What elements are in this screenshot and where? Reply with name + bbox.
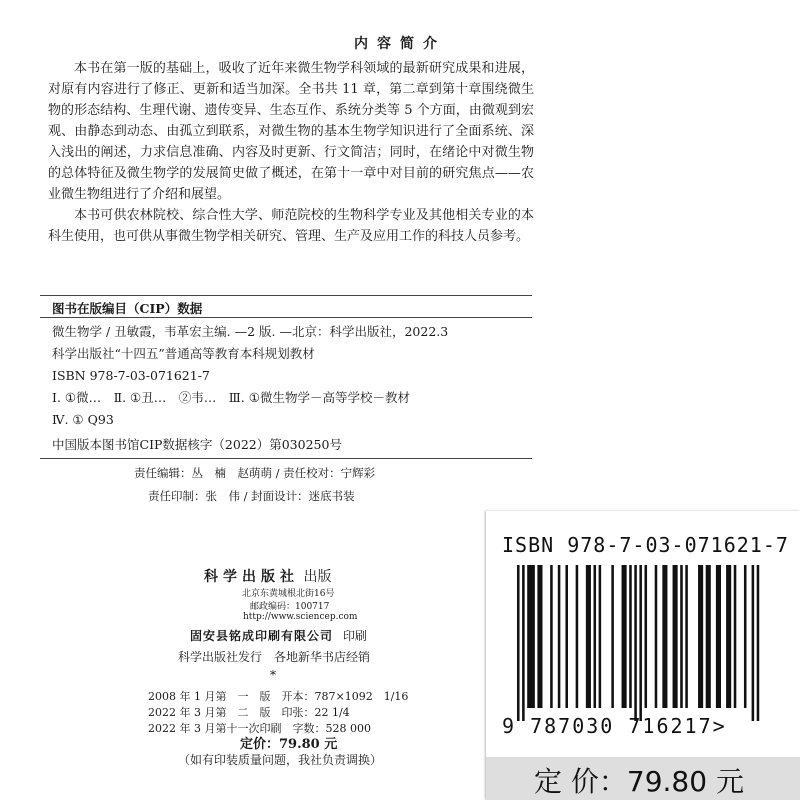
cip-line-3: ISBN 978-7-03-071621-7: [52, 368, 210, 383]
barcode-bar: [645, 565, 648, 708]
barcode-guard-bar: [752, 565, 755, 721]
barcode-bar: [550, 565, 553, 708]
publisher-address: 北京东黄城根北街16号: [242, 589, 335, 599]
barcode-bar: [537, 565, 542, 708]
barcode-bar: [594, 565, 597, 708]
summary-heading: 内容简介: [354, 36, 446, 52]
barcode-bar: [558, 565, 561, 708]
barcode-bar: [622, 565, 627, 708]
barcode-guard-bar: [517, 565, 520, 721]
quality-notice: （如有印装质量问题，我社负责调换）: [178, 753, 383, 767]
barcode-bar: [698, 565, 703, 708]
barcode-bar: [576, 565, 579, 708]
barcode-guard-bar: [639, 565, 642, 721]
barcode-bar: [744, 565, 747, 708]
summary-paragraph-2: 本书可供农林院校、综合性大学、师范院校的生物科学专业及其他相关专业的本科生使用，也可供从事微生物学相关研究、管理、生产及应用工作的科技人员参考。: [48, 208, 534, 244]
barcode-bar: [680, 565, 683, 708]
barcode-bar: [673, 565, 678, 708]
cip-line-1: 微生物学 / 丑敏霞，韦革宏主编. —2 版. —北京：科学出版社，2022.3: [52, 324, 449, 339]
summary-paragraph-1: 本书在第一版的基础上，吸收了近年来微生物学科领域的最新研究成果和进展，对原有内容进行了修正、更新和适当加深。全书共 11 章，第二章到第十章围绕微生物的形态结构、生理代谢、遗传变异、生态互作、系统分类等 5 个方面，由微观到宏观、由静态到动态、由孤立到联系，对微生物的基本生物学知识进行了全面系统、深入浅出的阐述，力求信息准确、内容及时更新、行文简洁；同时，在绪论中对微生物的总体特征及微生物学的发展简史做了概述，在第十一章中对目前的研究焦点——农业微生物组进行了介绍和展望。: [48, 61, 534, 202]
barcode-bar: [527, 565, 535, 708]
edition-line-1: 2008 年 1 月第 一 版 开本：787×1092 1/16: [148, 690, 409, 703]
distribution-line: 科学出版社发行 各地新华书店经销: [178, 650, 371, 664]
printer-name: 固安县铭成印刷有限公司: [190, 629, 334, 643]
cip-line-6: 中国版本图书馆CIP数据核字（2022）第030250号: [52, 437, 342, 452]
barcode-bar: [734, 565, 737, 708]
publisher-name: 科学出版社: [204, 569, 299, 585]
barcode-bar: [685, 565, 688, 708]
barcode-arrow: >: [712, 714, 727, 738]
barcode-bar: [662, 565, 667, 708]
printer-action: 印刷: [342, 629, 367, 643]
publisher-action: 出版: [303, 569, 332, 585]
barcode-bar: [716, 565, 721, 708]
barcode-bar: [611, 565, 614, 708]
barcode-bar: [629, 565, 632, 708]
cip-line-5: Ⅳ. ① Q93: [52, 412, 114, 427]
barcode-bar: [726, 565, 731, 708]
cip-line-2: 科学出版社“十四五”普通高等教育本科规划教材: [52, 346, 315, 361]
edition-line-3: 2022 年 3 月第十一次印刷 字数：528 000: [148, 722, 371, 735]
barcode-guard-bar: [634, 565, 637, 721]
barcode-bar: [565, 565, 568, 708]
staff-line-1: 责任编辑：丛 楠 赵萌萌 / 责任校对：宁辉彩: [134, 466, 376, 480]
barcode-isbn-text: ISBN 978-7-03-071621-7: [502, 533, 789, 557]
barcode-bar: [655, 565, 658, 708]
price-text: 定价：79.80 元: [240, 737, 338, 752]
barcode-digit-string: 9 787030 716217: [502, 714, 713, 738]
barcode-digits: [502, 714, 727, 738]
barcode-bar: [599, 565, 602, 708]
barcode-guard-bar: [757, 565, 760, 721]
publisher-website: http://www.sciencep.com: [243, 612, 358, 622]
barcode-bar: [586, 565, 591, 708]
cip-line-4: Ⅰ. ①微… Ⅱ. ①丑… ②韦… Ⅲ. ①微生物学－高等学校－教材: [52, 390, 410, 405]
barcode-bar: [706, 565, 711, 708]
separator-star: *: [270, 668, 276, 682]
barcode-price-label: 定 价：79.80 元: [534, 765, 744, 798]
barcode-guard-bar: [522, 565, 525, 721]
publisher-postcode: 邮政编码：100717: [250, 602, 330, 612]
edition-line-2: 2022 年 3 月第 二 版 印张：22 1/4: [148, 706, 350, 719]
staff-line-2: 责任印制：张 伟 / 封面设计：迷底书装: [148, 489, 355, 503]
cip-heading: 图书在版编目（CIP）数据: [52, 301, 203, 316]
